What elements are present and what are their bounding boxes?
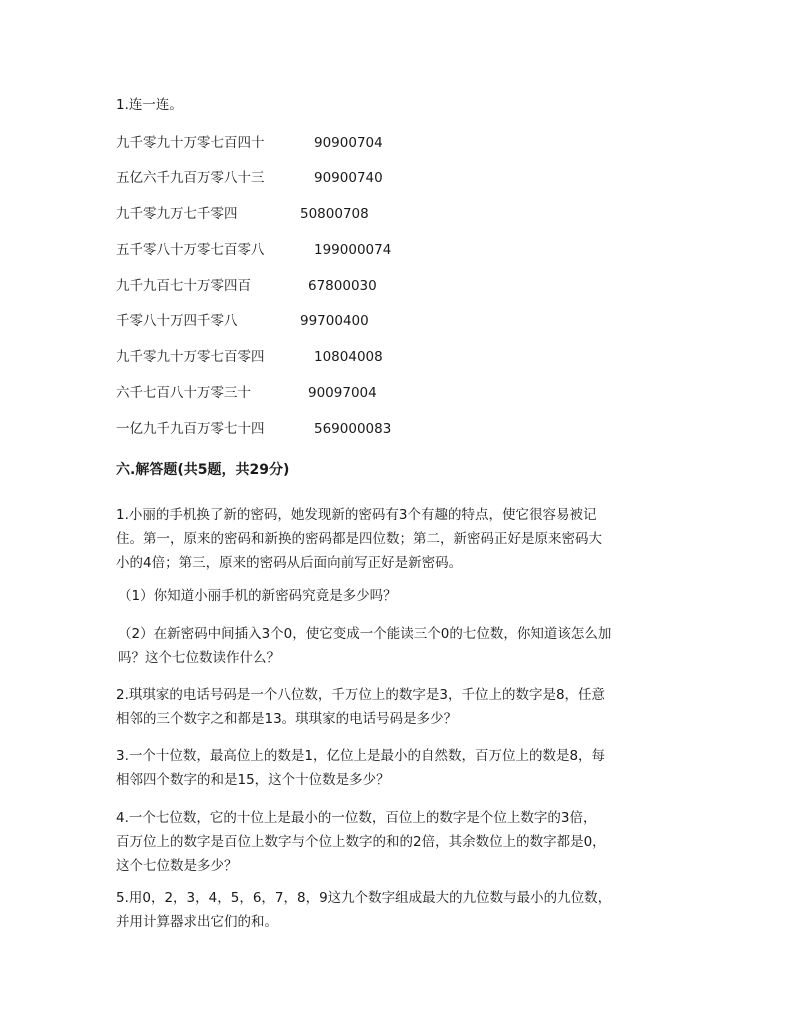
question-4	[116, 806, 686, 878]
question-text-line: 住。第一，原来的密码和新换的密码都是四位数；第二，新密码正好是原来密码大	[116, 531, 602, 547]
question-text-line: 这个七位数是多少？	[116, 858, 238, 874]
match-left-item: 五千零八十万零七百零八	[116, 242, 265, 258]
match-left-item: 一亿九千九百万零七十四	[116, 421, 265, 437]
question-5	[116, 886, 686, 934]
question-1-sub-1	[118, 584, 688, 608]
match-right-item: 90900740	[314, 170, 383, 186]
question-text-line: 2.琪琪家的电话号码是一个八位数，千万位上的数字是3，千位上的数字是8，任意	[116, 687, 606, 703]
question-text-line: 1.小丽的手机换了新的密码，她发现新的密码有3个有趣的特点，使它很容易被记	[116, 507, 597, 523]
match-left-item: 六千七百八十万零三十	[116, 385, 251, 401]
question-1	[116, 503, 686, 575]
question-text-line: 相邻的三个数字之和都是13。琪琪家的电话号码是多少？	[116, 711, 458, 727]
question-text-line: 相邻四个数字的和是15，这个十位数是多少？	[116, 772, 390, 788]
match-left-item: 千零八十万四千零八	[116, 313, 238, 329]
question-text-line: 4.一个七位数，它的十位上是最小的一位数，百位上的数字是个位上数字的3倍，	[116, 810, 597, 826]
match-right-item: 90097004	[308, 385, 377, 401]
question-2	[116, 683, 686, 731]
match-left-item: 九千零九十万零七百四十	[116, 135, 265, 151]
match-right-item: 90900704	[314, 135, 383, 151]
match-right-item: 10804008	[314, 349, 383, 365]
match-right-item: 199000074	[314, 242, 392, 258]
question-text-line: 3.一个十位数，最高位上的数是1，亿位上是最小的自然数，百万位上的数是8，每	[116, 748, 606, 764]
question-text-line: 并用计算器求出它们的和。	[116, 914, 278, 930]
match-right-item: 99700400	[300, 313, 369, 329]
question-3	[116, 744, 686, 792]
question-text-line: 5.用0，2，3，4，5，6，7，8，9这九个数字组成最大的九位数与最小的九位数，	[116, 890, 612, 906]
question-1-sub-2	[118, 622, 688, 670]
match-right-item: 569000083	[314, 421, 392, 437]
match-left-item: 九千九百七十万零四百	[116, 278, 251, 294]
match-right-item: 50800708	[300, 206, 369, 222]
match-left-item: 九千零九万七千零四	[116, 206, 238, 222]
match-left-item: 五亿六千九百万零八十三	[116, 170, 265, 186]
question-text-line: 百万位上的数字是百位上数字与个位上数字的和的2倍，其余数位上的数字都是0，	[116, 834, 606, 850]
question-text-line: （1）你知道小丽手机的新密码究竟是多少吗？	[118, 588, 397, 604]
question-text-line: 小的4倍；第三，原来的密码从后面向前写正好是新密码。	[116, 555, 463, 571]
match-heading: 1.连一连。	[116, 97, 183, 113]
section-title: 六.解答题(共5题，共29分)	[116, 462, 290, 478]
question-text-line: （2）在新密码中间插入3个0，使它变成一个能读三个0的七位数，你知道该怎么加	[118, 626, 612, 642]
match-right-item: 67800030	[308, 278, 377, 294]
match-left-item: 九千零九十万零七百零四	[116, 349, 265, 365]
question-text-line: 吗？这个七位数读作什么？	[118, 650, 280, 666]
